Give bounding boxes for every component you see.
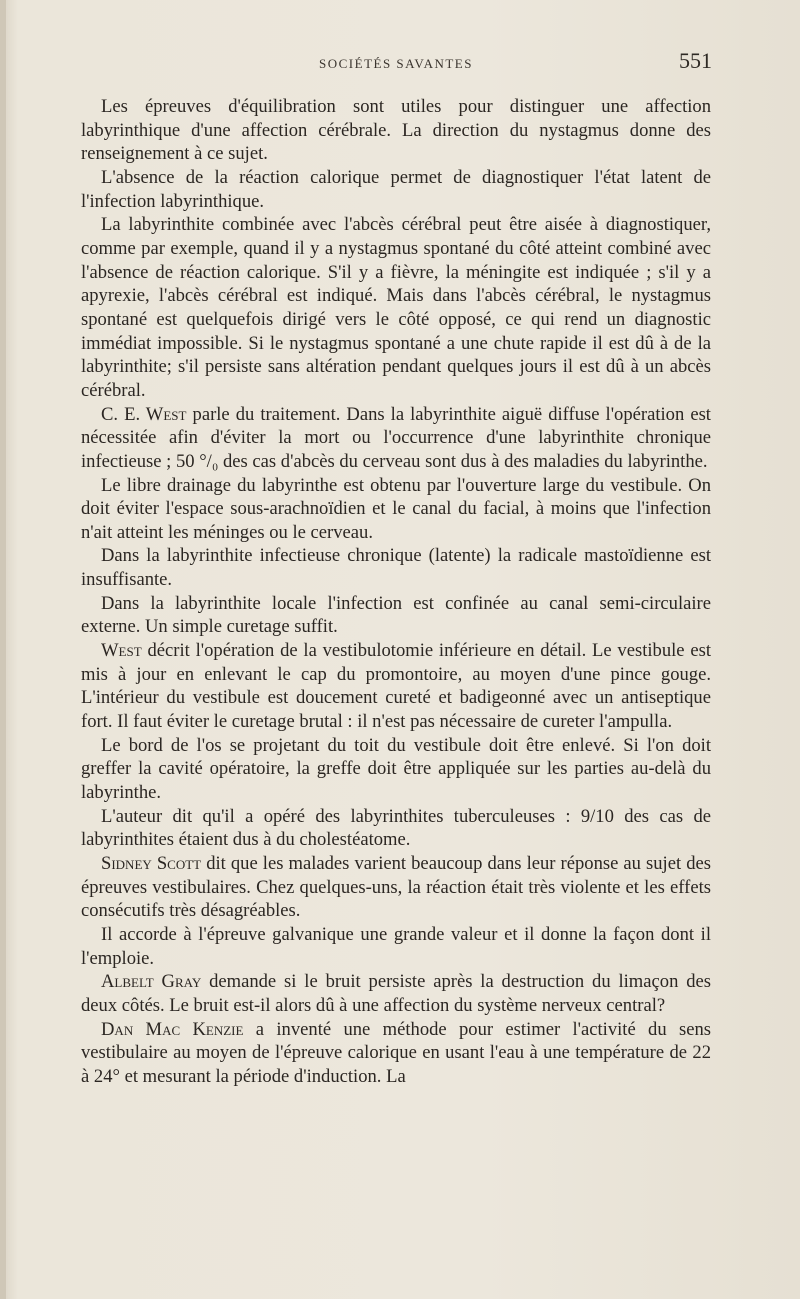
author-name: Sidney Scott [101, 853, 202, 874]
paragraph: Albelt Gray demande si le bruit persiste après la destruction du limaçon des deux côtés. Le bruit est-il alors dû à une affection du système nerveux central? [81, 971, 712, 1016]
paragraph: L'absence de la réaction calorique permet de diagnostiquer l'état latent de l'infection labyrinthique. [81, 166, 711, 212]
paragraph: West décrit l'opération de la vestibulotomie inférieure en détail. Le vestibule est mis à jour en enlevant le cap du promontoire, au moyen d'une pince gouge. L'intérieur du vestibule est doucement cureté et badigeonné avec un antiseptique fort. Il faut éviter le curetage brutal : il n'est pas nécessaire de cureter l'ampulla. [81, 640, 712, 733]
paragraph: La labyrinthite combinée avec l'abcès cérébral peut être aisée à diagnostiquer, comme par exemple, quand il y a nystagmus spontané du côté atteint combiné avec l'absence de réaction calorique. S'il y a fièvre, la méningite est indiquée ; s'il y a apyrexie, l'abcès cérébral est indiqué. Mais dans l'abcès cérébral, le nystagmus spontané est quelquefois dirigé vers le côté opposé, ce qui rend un diagnostic immédiat impossible. Si le nystagmus spontané a une chute rapide il est dû à de la labyrinthite; s'il persiste sans altération pendant quelques jours il est dû à un abcès cérébral. [81, 214, 711, 401]
binding-edge [0, 0, 6, 1299]
paragraph: Dans la labyrinthite infectieuse chronique (latente) la radicale mastoïdienne est insuffisante. [81, 545, 711, 591]
paragraph: L'auteur dit qu'il a opéré des labyrinthites tuberculeuses : 9/10 des cas de labyrinthites étaient dus à du cholestéatome. [81, 805, 711, 851]
paragraph: Dans la labyrinthite locale l'infection est confinée au canal semi-circulaire externe. Un simple curetage suffit. [81, 592, 711, 638]
paragraph: C. E. West parle du traitement. Dans la labyrinthite aiguë diffuse l'opération est nécessitée afin d'éviter la mort ou l'occurrence d'une labyrinthite chronique infectieuse ; 50 °/₀ des cas d'abcès du cerveau sont dus à des maladies du labyrinthe. [81, 403, 711, 472]
author-name: West [101, 640, 142, 662]
paragraph: Les épreuves d'équilibration sont utiles pour distinguer une affection labyrinthique d'une affection cérébrale. La direction du nystagmus donne des renseignement à ce sujet. [81, 96, 711, 165]
paragraph: Le bord de l'os se projetant du toit du vestibule doit être enlevé. Si l'on doit greffer la cavité opératoire, la greffe doit être appliquée sur les parties au-delà du labyrinthe. [81, 734, 711, 804]
paragraph: Il accorde à l'épreuve galvanique une grande valeur et il donne la façon dont il l'emploie. [81, 923, 711, 969]
body-text [81, 95, 711, 1089]
author-name: C. E. West [101, 403, 187, 425]
paragraph: Sidney Scott dit que les malades varient beaucoup dans leur réponse au sujet des épreuves vestibulaires. Chez quelques-uns, la réaction était très violente et les effets consécutifs très désagréables. [81, 853, 711, 922]
page-header [80, 48, 712, 78]
author-name: Dan Mac Kenzie [101, 1018, 244, 1040]
author-name: Albelt Gray [101, 971, 202, 993]
page-number: 551 [679, 48, 712, 73]
running-head: SOCIÉTÉS SAVANTES [319, 56, 473, 71]
paragraph: Le libre drainage du labyrinthe est obtenu par l'ouverture large du vestibule. On doit éviter l'espace sous-arachnoïdien et le canal du facial, à moins que l'infection n'ait atteint les méninges ou le cerveau. [81, 474, 711, 543]
paragraph: Dan Mac Kenzie a inventé une méthode pour estimer l'activité du sens vestibulaire au moyen de l'épreuve calorique en usant l'eau à une température de 22 à 24° et mesurant la période d'induction. La [81, 1018, 712, 1087]
